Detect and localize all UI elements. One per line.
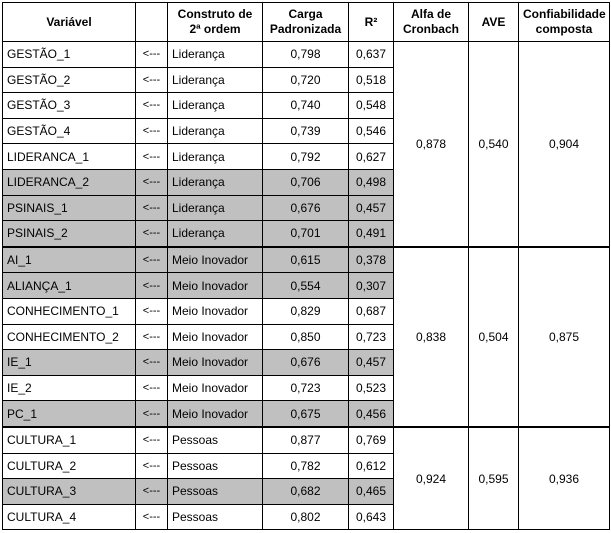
r2-cell: 0,627 [349, 144, 394, 170]
variable-cell: GESTÃO_1 [3, 42, 136, 68]
construct-cell: Pessoas [168, 479, 263, 505]
variable-cell: GESTÃO_2 [3, 67, 136, 93]
variable-cell: LIDERANCA_2 [3, 169, 136, 195]
r2-cell: 0,457 [349, 350, 394, 376]
r2-cell: 0,546 [349, 118, 394, 144]
r2-cell: 0,523 [349, 375, 394, 401]
header-alfa: Alfa de Cronbach [394, 3, 469, 42]
r2-cell: 0,687 [349, 298, 394, 324]
arrow-cell: <--- [136, 324, 168, 350]
loading-cell: 0,850 [263, 324, 349, 350]
composite-reliability-cell: 0,875 [519, 247, 610, 427]
header-ave: AVE [469, 3, 519, 42]
loading-cell: 0,802 [263, 504, 349, 530]
composite-reliability-cell: 0,936 [519, 427, 610, 530]
r2-cell: 0,643 [349, 504, 394, 530]
arrow-cell: <--- [136, 144, 168, 170]
loading-cell: 0,615 [263, 247, 349, 273]
r2-cell: 0,457 [349, 195, 394, 221]
variable-cell: CONHECIMENTO_2 [3, 324, 136, 350]
variable-cell: AI_1 [3, 247, 136, 273]
variable-cell: IE_2 [3, 375, 136, 401]
r2-cell: 0,491 [349, 221, 394, 247]
construct-cell: Liderança [168, 195, 263, 221]
construct-cell: Pessoas [168, 453, 263, 479]
composite-reliability-cell: 0,904 [519, 42, 610, 247]
arrow-cell: <--- [136, 273, 168, 299]
variable-cell: LIDERANCA_1 [3, 144, 136, 170]
loading-cell: 0,675 [263, 401, 349, 427]
variable-cell: CULTURA_1 [3, 427, 136, 453]
loading-cell: 0,676 [263, 195, 349, 221]
table-header [3, 3, 610, 42]
header-carga: Carga Padronizada [263, 3, 349, 42]
arrow-cell: <--- [136, 375, 168, 401]
loading-cell: 0,798 [263, 42, 349, 68]
r2-cell: 0,518 [349, 67, 394, 93]
ave-cell: 0,504 [469, 247, 519, 427]
table-body [3, 42, 610, 530]
arrow-cell: <--- [136, 247, 168, 273]
variable-cell: IE_1 [3, 350, 136, 376]
construct-cell: Meio Inovador [168, 273, 263, 299]
arrow-cell: <--- [136, 195, 168, 221]
loading-cell: 0,682 [263, 479, 349, 505]
r2-cell: 0,769 [349, 427, 394, 453]
variable-cell: ALIANÇA_1 [3, 273, 136, 299]
loading-cell: 0,554 [263, 273, 349, 299]
header-r2: R² [349, 3, 394, 42]
construct-cell: Meio Inovador [168, 247, 263, 273]
construct-cell: Meio Inovador [168, 298, 263, 324]
table-row [3, 427, 610, 453]
loading-cell: 0,676 [263, 350, 349, 376]
construct-cell: Liderança [168, 221, 263, 247]
arrow-cell: <--- [136, 42, 168, 68]
variable-cell: CULTURA_3 [3, 479, 136, 505]
variable-cell: PC_1 [3, 401, 136, 427]
construct-cell: Meio Inovador [168, 401, 263, 427]
variable-cell: CULTURA_2 [3, 453, 136, 479]
construct-cell: Meio Inovador [168, 324, 263, 350]
arrow-cell: <--- [136, 504, 168, 530]
arrow-cell: <--- [136, 427, 168, 453]
header-conf: Confiabilidade composta [519, 3, 610, 42]
loading-cell: 0,740 [263, 93, 349, 119]
arrow-cell: <--- [136, 93, 168, 119]
construct-cell: Liderança [168, 118, 263, 144]
variable-cell: GESTÃO_3 [3, 93, 136, 119]
loading-cell: 0,706 [263, 169, 349, 195]
cronbach-alpha-cell: 0,838 [394, 247, 469, 427]
loading-cell: 0,739 [263, 118, 349, 144]
header-arrow-blank [136, 3, 168, 42]
r2-cell: 0,465 [349, 479, 394, 505]
loading-cell: 0,701 [263, 221, 349, 247]
r2-cell: 0,307 [349, 273, 394, 299]
arrow-cell: <--- [136, 350, 168, 376]
r2-cell: 0,723 [349, 324, 394, 350]
construct-cell: Liderança [168, 169, 263, 195]
arrow-cell: <--- [136, 453, 168, 479]
construct-cell: Meio Inovador [168, 350, 263, 376]
r2-cell: 0,637 [349, 42, 394, 68]
arrow-cell: <--- [136, 401, 168, 427]
ave-cell: 0,540 [469, 42, 519, 247]
r2-cell: 0,456 [349, 401, 394, 427]
loading-cell: 0,877 [263, 427, 349, 453]
construct-cell: Pessoas [168, 427, 263, 453]
header-variavel: Variável [3, 3, 136, 42]
r2-cell: 0,548 [349, 93, 394, 119]
arrow-cell: <--- [136, 118, 168, 144]
variable-cell: CULTURA_4 [3, 504, 136, 530]
loading-cell: 0,829 [263, 298, 349, 324]
variable-cell: CONHECIMENTO_1 [3, 298, 136, 324]
variable-cell: GESTÃO_4 [3, 118, 136, 144]
loading-cell: 0,723 [263, 375, 349, 401]
loading-cell: 0,792 [263, 144, 349, 170]
cronbach-alpha-cell: 0,924 [394, 427, 469, 530]
loading-cell: 0,782 [263, 453, 349, 479]
construct-cell: Pessoas [168, 504, 263, 530]
construct-cell: Liderança [168, 93, 263, 119]
construct-cell: Liderança [168, 67, 263, 93]
variable-cell: PSINAIS_2 [3, 221, 136, 247]
arrow-cell: <--- [136, 169, 168, 195]
arrow-cell: <--- [136, 221, 168, 247]
construct-cell: Liderança [168, 144, 263, 170]
construct-cell: Liderança [168, 42, 263, 68]
arrow-cell: <--- [136, 67, 168, 93]
ave-cell: 0,595 [469, 427, 519, 530]
model-table [2, 2, 610, 530]
table-row [3, 42, 610, 68]
r2-cell: 0,498 [349, 169, 394, 195]
variable-cell: PSINAIS_1 [3, 195, 136, 221]
r2-cell: 0,378 [349, 247, 394, 273]
arrow-cell: <--- [136, 298, 168, 324]
r2-cell: 0,612 [349, 453, 394, 479]
loading-cell: 0,720 [263, 67, 349, 93]
arrow-cell: <--- [136, 479, 168, 505]
cronbach-alpha-cell: 0,878 [394, 42, 469, 247]
construct-cell: Meio Inovador [168, 375, 263, 401]
header-construto: Construto de 2ª ordem [168, 3, 263, 42]
table-row [3, 247, 610, 273]
